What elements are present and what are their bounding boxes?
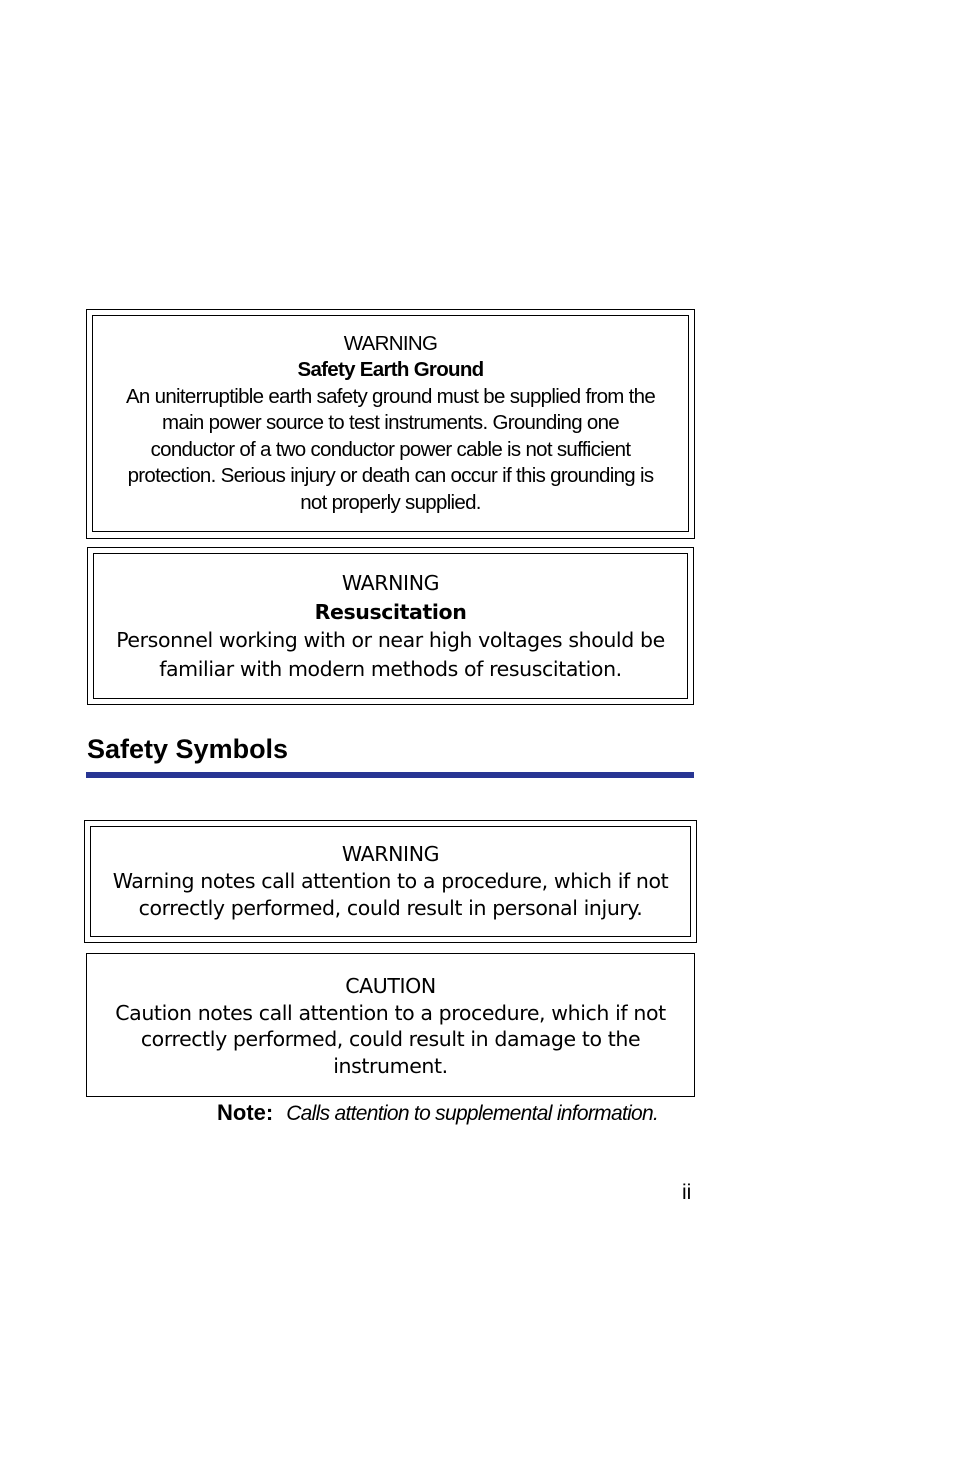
caution-symbol-box [86, 953, 695, 1097]
warning-box-safety-earth-ground [86, 309, 695, 539]
warning-body-line: Personnel working with or near high voltages should be [116, 628, 665, 652]
page-number: ii [682, 1181, 692, 1204]
warning-body-line: protection. Serious injury or death can occur if this grounding is [127, 464, 654, 488]
warning-body-line: Warning notes call attention to a procedure, which if not [112, 869, 669, 893]
warning-title: Safety Earth Ground [297, 358, 484, 382]
warning-body-line: correctly performed, could result in personal injury. [138, 896, 643, 920]
caution-body-line: correctly performed, could result in damage to the [140, 1027, 641, 1051]
warning-box-resuscitation [87, 547, 694, 705]
warning-body-line: An uniterruptible earth safety ground must be supplied from the [125, 384, 656, 408]
note-label: Note: [217, 1100, 274, 1125]
warning-box-inner-frame [90, 826, 691, 937]
note-text: Calls attention to supplemental information. [286, 1102, 659, 1125]
caution-box-content [87, 954, 694, 1096]
caution-body-line: instrument. [333, 1053, 448, 1078]
warning-body-line: main power source to test instruments. Grounding one [162, 411, 619, 435]
warning-body-line: familiar with modern methods of resuscitation. [159, 656, 622, 681]
caution-body-line: Caution notes call attention to a procedure, which if not [115, 1000, 666, 1025]
warning-title: Resuscitation [314, 599, 467, 624]
warning-box-inner-frame [93, 553, 688, 699]
note [217, 1100, 658, 1126]
warning-symbol-box [84, 820, 697, 943]
warning-label: WARNING [343, 331, 438, 355]
warning-box-inner-frame [92, 315, 689, 532]
warning-body-line: conductor of a two conductor power cable is not sufficient [150, 437, 631, 461]
section-heading: Safety Symbols [87, 734, 289, 764]
warning-body-line: not properly supplied. [300, 490, 481, 514]
caution-label: CAUTION [345, 974, 436, 998]
warning-label: WARNING [341, 571, 440, 595]
warning-label: WARNING [341, 842, 440, 866]
heading-rule [86, 772, 694, 778]
